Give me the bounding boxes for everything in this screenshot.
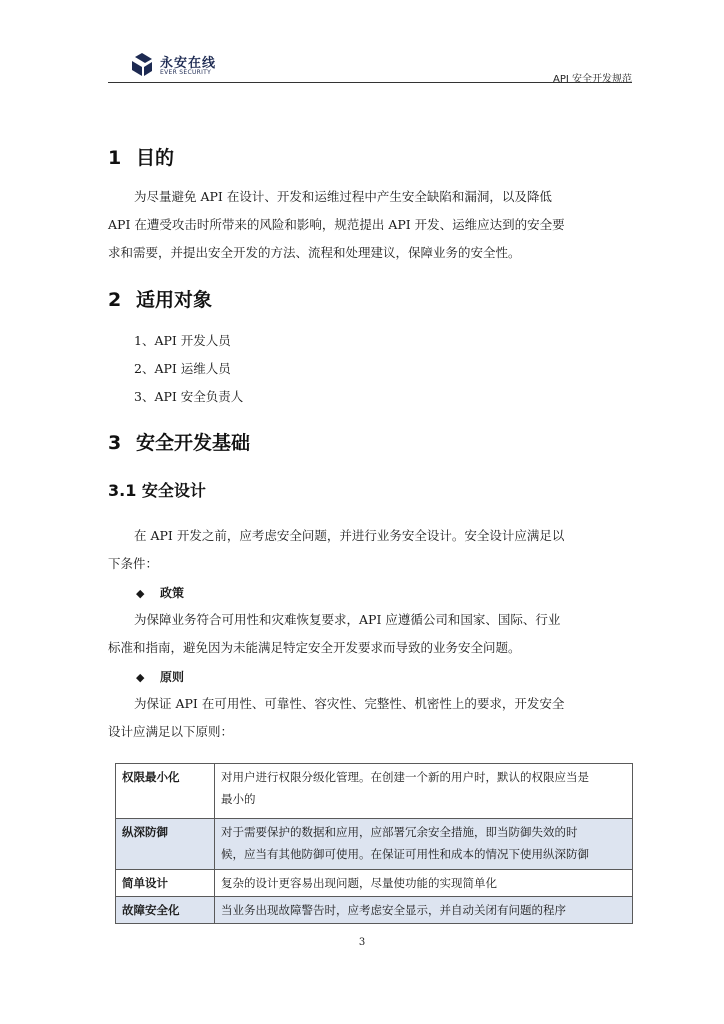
policy-bullet [136,584,184,601]
policy-line-1 [108,606,632,634]
header-divider [108,82,632,83]
purpose-line-1 [108,183,632,211]
table-row [116,764,633,819]
design-intro-line-2: 下条件： [108,556,159,571]
principle-bullet [136,668,184,685]
principle-description: 复杂的设计更容易出现问题，尽量使功能的实现简单化 [215,870,633,897]
target-item-3: 3、API 安全负责人 [134,389,244,404]
logo-text-en: EVER SECURITY [160,69,212,76]
description-line: 对用户进行权限分级化管理。在创建一个新的用户时，默认的权限应当是 [221,770,589,784]
principle-name: 纵深防御 [116,819,215,870]
design-intro-paragraph [108,522,632,578]
diamond-bullet-icon: ◆ [136,587,145,600]
principle-name: 故障安全化 [116,897,215,924]
diamond-bullet-icon: ◆ [136,671,145,684]
section-1-heading [108,143,174,170]
section-number: 3 [108,432,122,454]
section-2-heading [108,285,212,312]
description-line: 对于需要保护的数据和应用，应部署冗余安全措施，即当防御失效的时 [221,825,578,839]
page-header [108,48,632,84]
principle-paragraph [108,690,632,746]
principle-name: 权限最小化 [116,764,215,819]
section-3-1-heading: 3.1 安全设计 [108,481,206,500]
policy-line-2: 标准和指南，避免因为未能满足特定安全开发要求而导致的业务安全问题。 [108,640,521,655]
principle-description [215,819,633,870]
text-run: 为保证 API 在可用性、可靠性、容灾性、完整性、机密性上的要求，开发安全 [134,696,565,711]
section-3-heading [108,428,250,455]
page-number: 3 [358,937,366,948]
section-title: 适用对象 [136,289,213,311]
section-title: 目的 [136,147,175,169]
purpose-line-2: API 在遭受攻击时所带来的风险和影响，规范提出 API 开发、运维应达到的安全要 [108,217,565,232]
target-item-2: 2、API 运维人员 [134,361,231,376]
principle-line-2: 设计应满足以下原则： [108,724,234,739]
description-line: 候，应当有其他防御可使用。在保证可用性和成本的情况下使用纵深防御 [221,847,589,861]
principle-name: 简单设计 [116,870,215,897]
purpose-paragraph [108,183,632,267]
design-intro-line-1 [108,522,632,550]
text-run: 在 API 开发之前，应考虑安全问题，并进行业务安全设计。安全设计应满足以 [134,528,565,543]
logo-icon [130,52,154,78]
table-row [116,819,633,870]
principle-description [215,764,633,819]
section-number: 1 [108,147,122,169]
table-row [116,870,633,897]
table-row [116,897,633,924]
description-line: 最小的 [221,792,256,806]
text-run: 为保障业务符合可用性和灾难恢复要求，API 应遵循公司和国家、国际、行业 [134,612,561,627]
policy-paragraph [108,606,632,662]
target-item-1: 1、API 开发人员 [134,333,231,348]
section-title: 安全开发基础 [136,432,251,454]
principles-table [115,763,633,924]
principle-description: 当业务出现故障警告时，应考虑安全显示，并自动关闭有问题的程序 [215,897,633,924]
principle-line-1 [108,690,632,718]
bullet-label: 政策 [160,586,185,600]
section-number: 2 [108,289,122,311]
logo-text-cn: 永安在线 [160,56,217,71]
text-run: 为尽量避免 API 在设计、开发和运维过程中产生安全缺陷和漏洞，以及降低 [134,189,552,204]
bullet-label: 原则 [160,670,185,684]
document-title: API 安全开发规范 [553,74,632,85]
purpose-line-3: 求和需要，并提出安全开发的方法、流程和处理建议，保障业务的安全性。 [108,245,521,260]
